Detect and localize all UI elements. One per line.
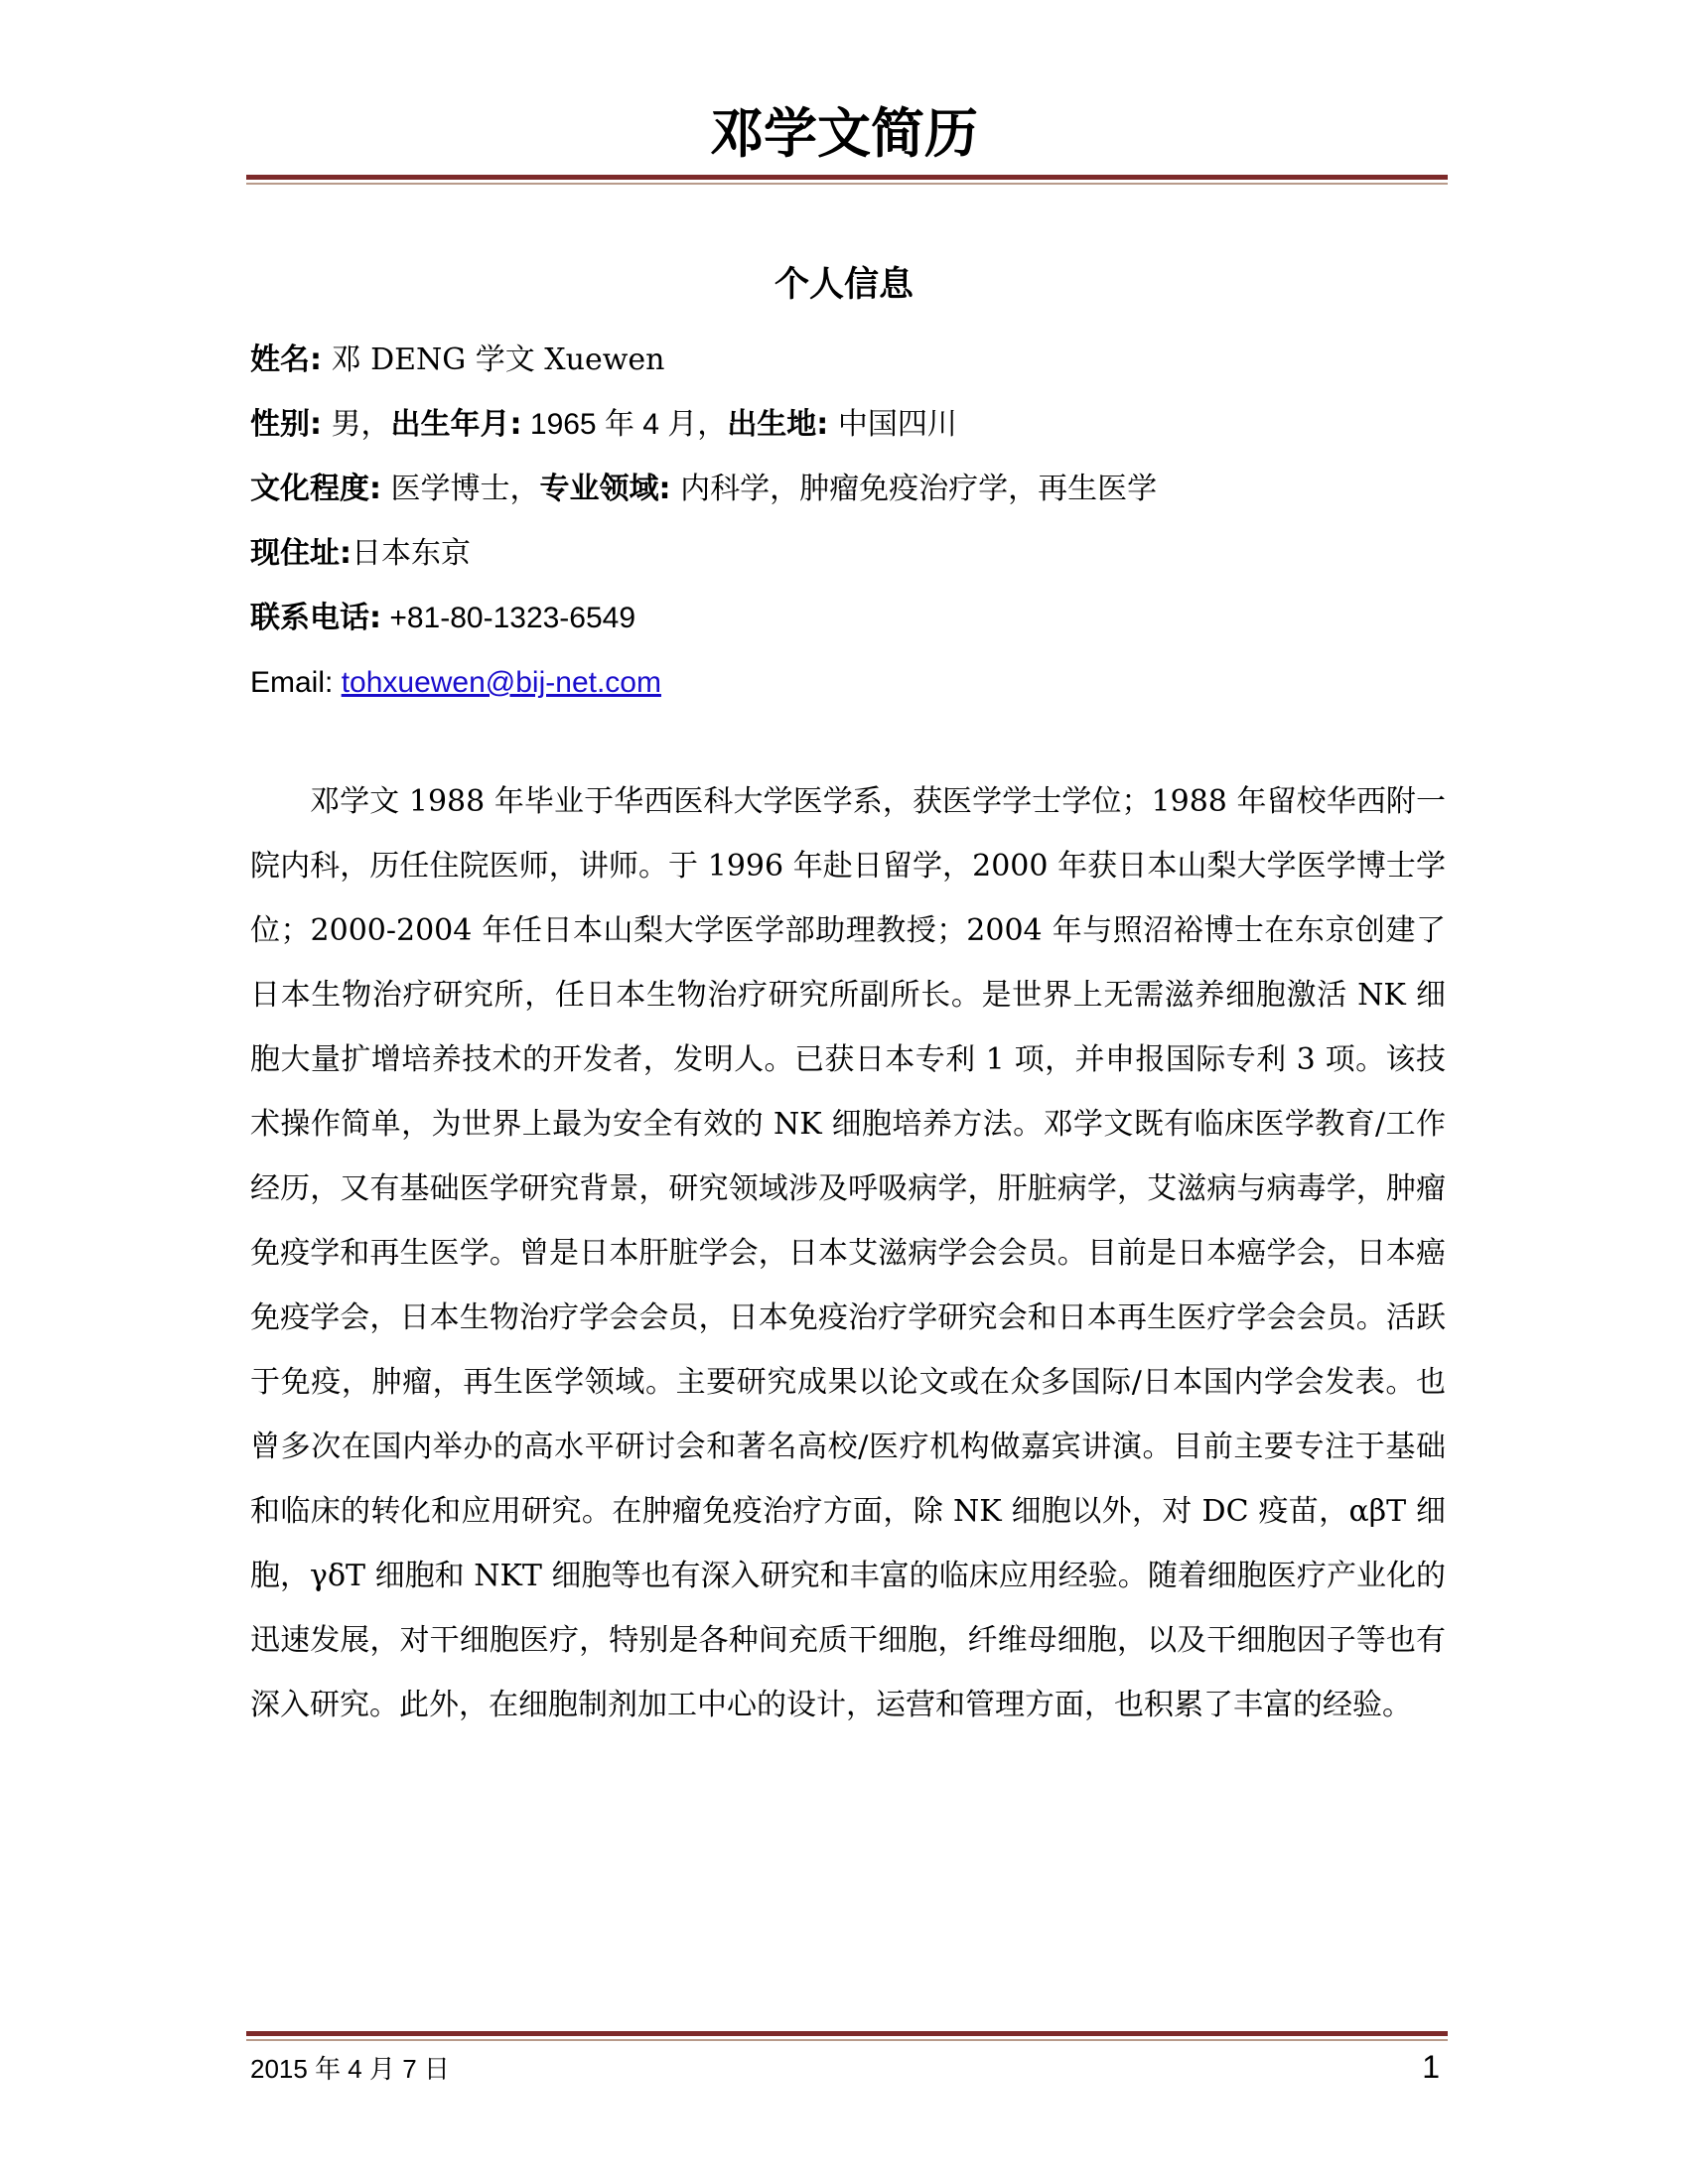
field-value: 内科学，肿瘤免疫治疗学，再生医学: [670, 472, 1158, 506]
name-line: [250, 336, 1462, 400]
name-value: 邓 DENG 学文 Xuewen: [322, 342, 665, 377]
personal-info: [250, 336, 1462, 723]
page-number: 1: [1422, 2049, 1440, 2085]
phone-line: [250, 594, 1462, 658]
phone-label: 联系电话:: [250, 601, 381, 635]
footer-date: 2015 年 4 月 7 日: [250, 2054, 450, 2084]
gender-value: 男，: [322, 407, 391, 442]
email-link[interactable]: tohxuewen@bij-net.com: [341, 666, 661, 699]
biography-paragraph: 邓学文 1988 年毕业于华西医科大学医学系，获医学学士学位；1988 年留校华西附一院内科，历任住院医师，讲师。于 1996 年赴日留学，2000 年获日本山梨大学医学博士学位；2000-2004 年任日本山梨大学医学部助理教授；2004 年与照沼裕博士在东京创建了日本生物治疗研究所，任日本生物治疗研究所副所长。是世界上无需滋养细胞激活 NK 细胞大量扩增培养技术的开发者，发明人。已获日本专利 1 项，并申报国际专利 3 项。该技术操作简单，为世界上最为安全有效的 NK 细胞培养方法。邓学文既有临床医学教育/工作经历，又有基础医学研究背景，研究领域涉及呼吸病学，肝脏病学，艾滋病与病毒学，肿瘤免疫学和再生医学。曾是日本肝脏学会，日本艾滋病学会会员。目前是日本癌学会，日本癌免疫学会，日本生物治疗学会会员，日本免疫治疗学研究会和日本再生医疗学会会员。活跃于免疫，肿瘤，再生医学领域。主要研究成果以论文或在众多国际/日本国内学会发表。也曾多次在国内举办的高水平研讨会和著名高校/医疗机构做嘉宾讲演。目前主要专注于基础和临床的转化和应用研究。在肿瘤免疫治疗方面，除 NK 细胞以外，对 DC 疫苗，αβT 细胞，γδT 细胞和 NKT 细胞等也有深入研究和丰富的临床应用经验。随着细胞医疗产业化的迅速发展，对干细胞医疗，特别是各种间充质干细胞，纤维母细胞，以及干细胞因子等也有深入研究。此外，在细胞制剂加工中心的设计，运营和管理方面，也积累了丰富的经验。: [250, 784, 1446, 1722]
header-rule: [246, 175, 1448, 180]
field-label: 专业领域:: [539, 472, 671, 506]
gender-label: 性别:: [250, 407, 322, 442]
document-title: 邓学文简历: [710, 102, 978, 165]
address-value: 日本东京: [352, 536, 471, 571]
section-heading: 个人信息: [774, 265, 914, 305]
birth-value: 1965 年 4 月，: [521, 408, 728, 441]
name-label: 姓名:: [250, 342, 322, 377]
address-line: [250, 529, 1462, 594]
email-label: Email:: [250, 666, 342, 699]
education-label: 文化程度:: [250, 472, 381, 506]
education-value: 医学博士，: [381, 472, 540, 506]
gender-birth-line: [250, 400, 1462, 465]
address-label: 现住址:: [250, 536, 352, 571]
phone-value: +81-80-1323-6549: [381, 602, 636, 634]
education-line: [250, 465, 1462, 529]
birth-label: 出生年月:: [390, 407, 522, 442]
birthplace-label: 出生地:: [727, 407, 829, 442]
email-line: [250, 658, 1462, 723]
footer-rule: [246, 2031, 1448, 2036]
birthplace-value: 中国四川: [828, 407, 957, 442]
